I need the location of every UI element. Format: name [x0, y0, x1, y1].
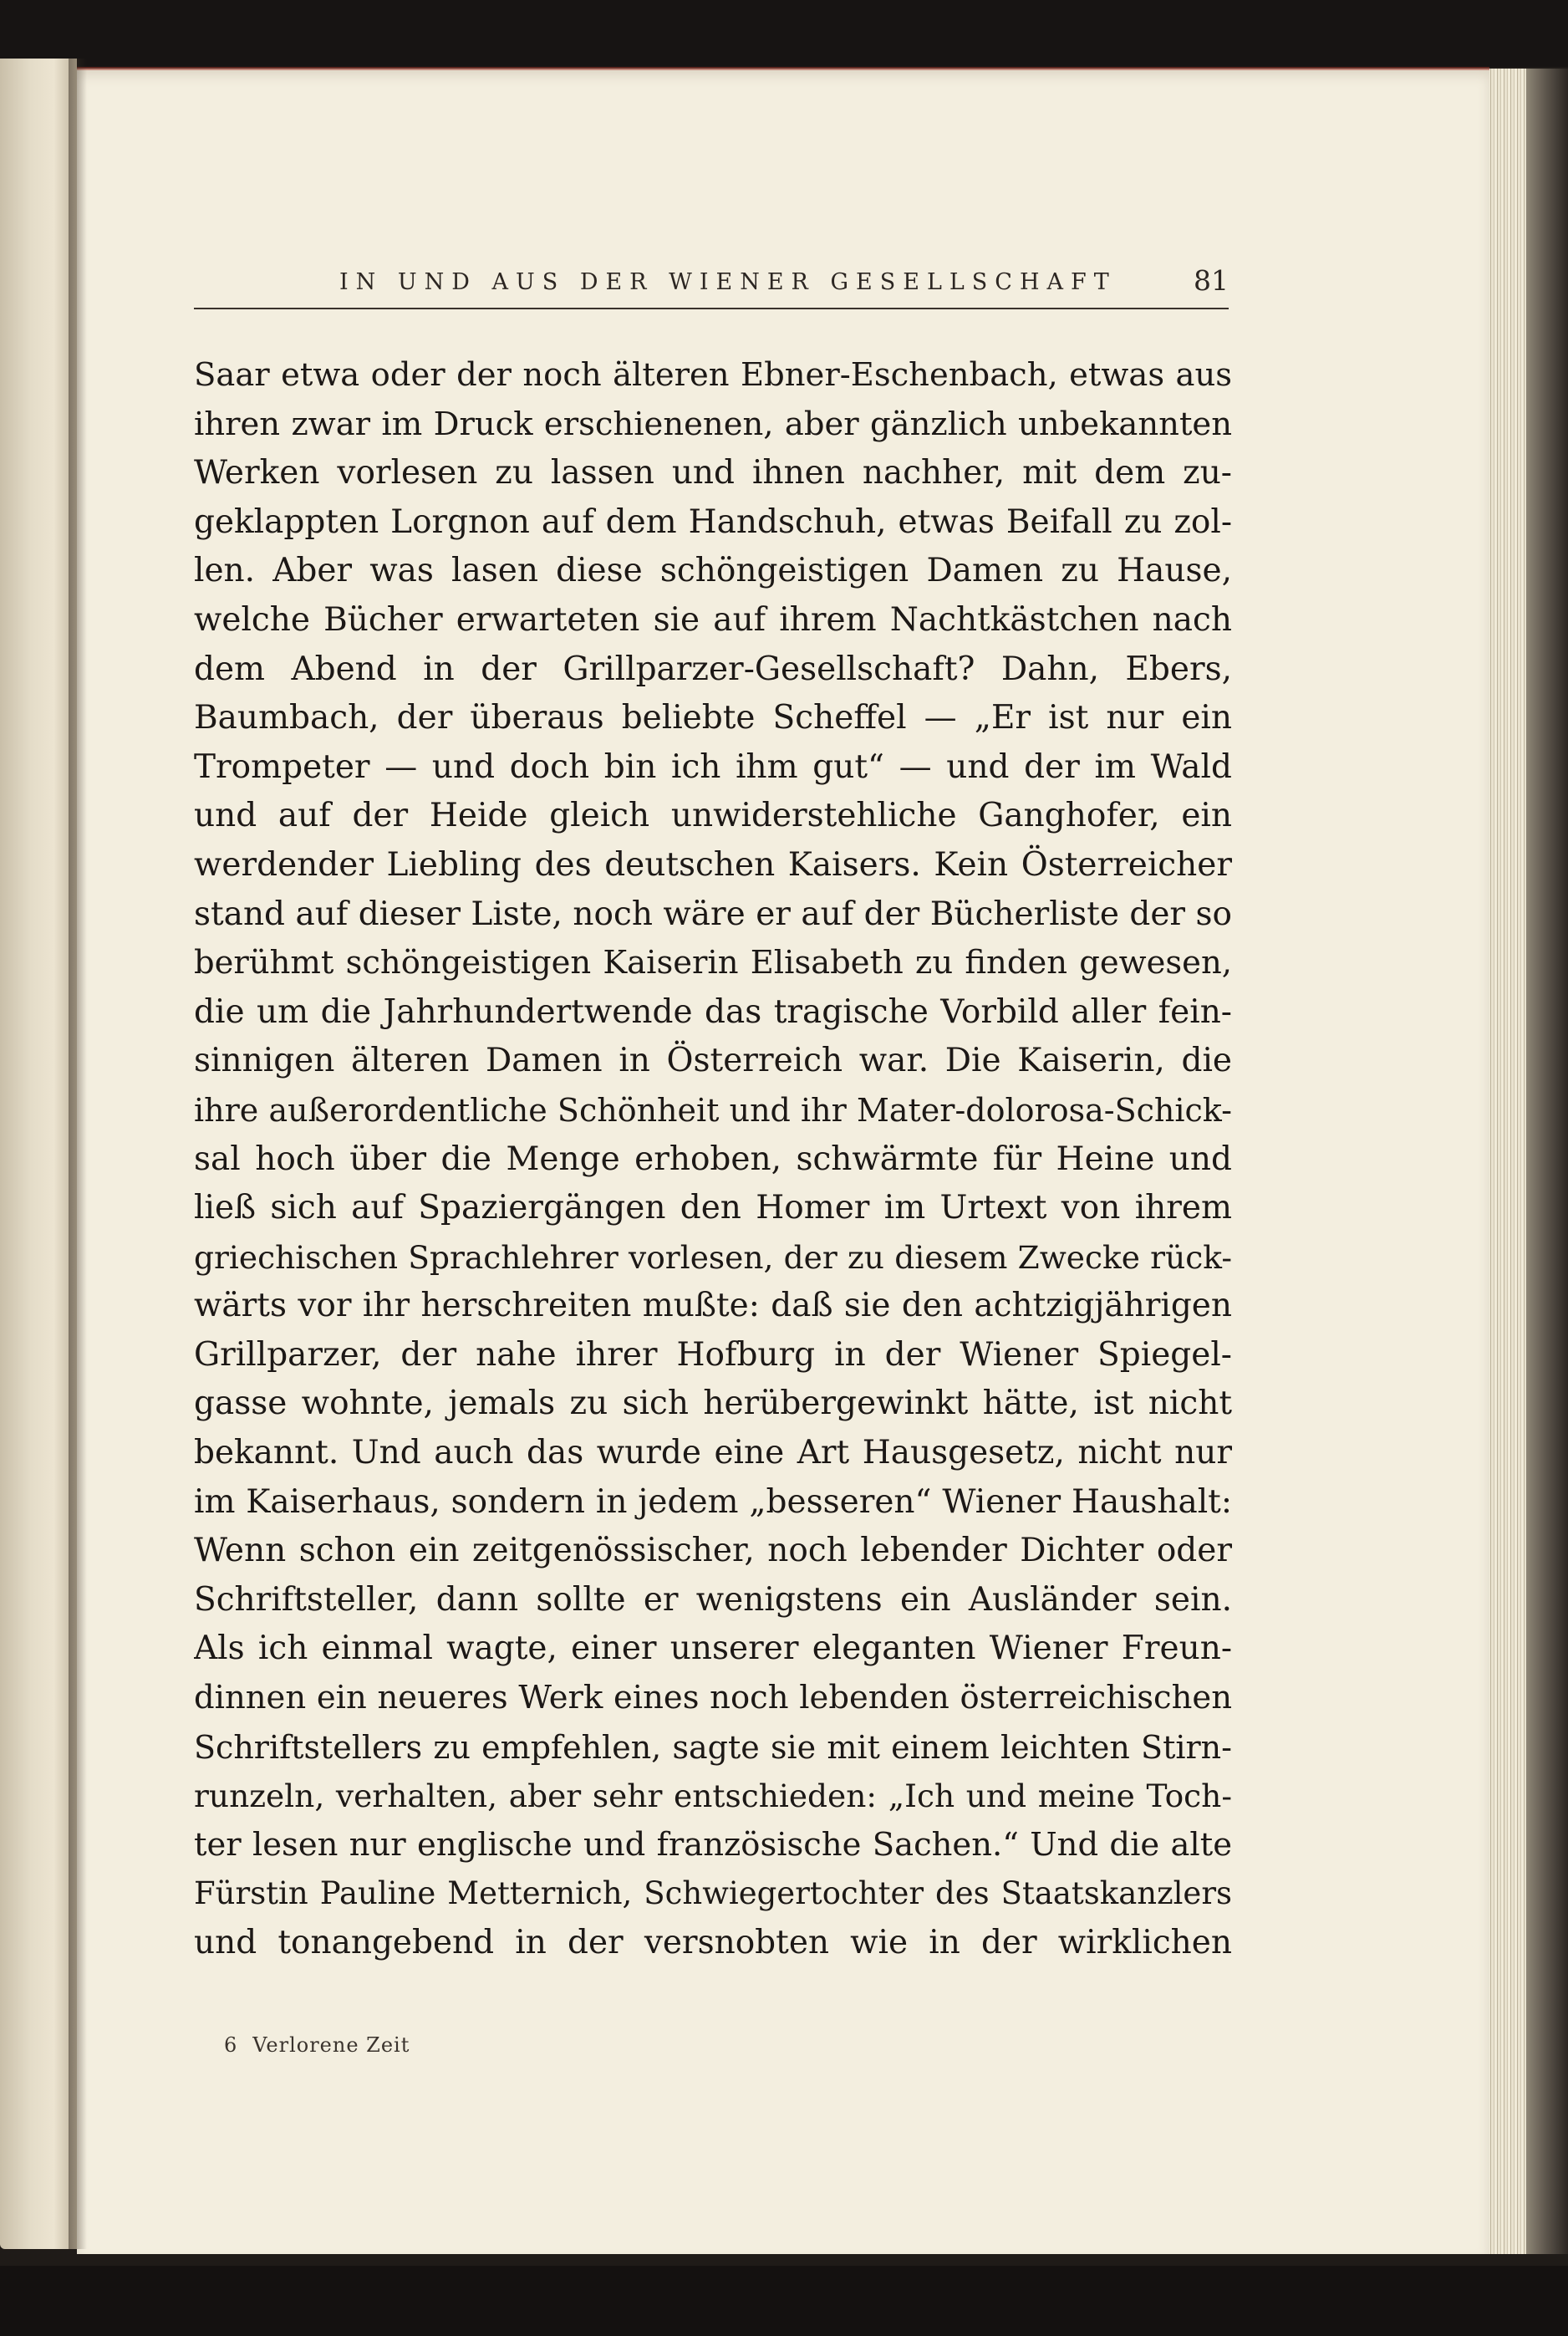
text-line: dinnen ein neueres Werk eines noch lebenden österreichischen [194, 1679, 1232, 1717]
gutter-shadow [69, 59, 87, 2249]
text-line: werdender Liebling des deutschen Kaisers. Kein Österreicher [194, 845, 1232, 884]
scan-background-bottom [0, 2266, 1568, 2336]
page-number: 81 [1194, 264, 1229, 297]
text-line: gasse wohnte, jemals zu sich herübergewinkt hätte, ist nicht [194, 1385, 1232, 1423]
previous-page-edge [0, 59, 77, 2249]
text-line: len. Aber was lasen diese schöngeistigen Damen zu Hause, [194, 552, 1232, 590]
text-line: Baumbach, der überaus beliebte Scheffel — „Er ist nur ein [194, 699, 1232, 737]
header-rule [194, 308, 1229, 309]
text-line: die um die Jahrhundertwende das tragische Vorbild aller fein- [194, 992, 1232, 1031]
text-line: ließ sich auf Spaziergängen den Homer im Urtext von ihrem [194, 1189, 1232, 1227]
text-line: Als ich einmal wagte, einer unserer eleganten Wiener Freun- [194, 1630, 1232, 1668]
body-text [194, 351, 1232, 1968]
text-line: sal hoch über die Menge erhoben, schwärmte für Heine und [194, 1140, 1232, 1178]
text-line: berühmt schöngeistigen Kaiserin Elisabeth zu finden gewesen, [194, 944, 1232, 982]
page-top-edge [77, 67, 1489, 70]
text-line: runzeln, verhalten, aber sehr entschieden: „Ich und meine Toch- [194, 1778, 1232, 1815]
text-line: sinnigen älteren Damen in Österreich war. Die Kaiserin, die [194, 1042, 1232, 1080]
text-line: griechischen Sprachlehrer vorlesen, der zu diesem Zwecke rück- [194, 1238, 1232, 1276]
text-line: Fürstin Pauline Metternich, Schwiegertochter des Staatskanzlers [194, 1875, 1232, 1912]
text-line: Schriftstellers zu empfehlen, sagte sie mit einem leichten Stirn- [194, 1728, 1232, 1766]
text-line: Saar etwa oder der noch älteren Ebner-Eschenbach, etwas aus [194, 356, 1232, 394]
text-line: bekannt. Und auch das wurde eine Art Hausgesetz, nicht nur [194, 1434, 1232, 1472]
printer-signature [224, 2033, 410, 2057]
scan-background-top [0, 0, 1568, 67]
text-line: stand auf dieser Liste, noch wäre er auf der Bücherliste der so [194, 895, 1232, 933]
text-line: ter lesen nur englische und französische Sachen.“ Und die alte [194, 1825, 1232, 1864]
text-line: im Kaiserhaus, sondern in jedem „besseren“ Wiener Haushalt: [194, 1482, 1232, 1521]
text-line: ihre außerordentliche Schönheit und ihr Mater-dolorosa-Schick- [194, 1091, 1232, 1129]
signature-title: Verlorene Zeit [252, 2033, 410, 2057]
text-line: ihren zwar im Druck erschienenen, aber gänzlich unbekannten [194, 405, 1232, 443]
text-line: Wenn schon ein zeitgenössischer, noch lebender Dichter oder [194, 1532, 1232, 1570]
text-line: Werken vorlesen zu lassen und ihnen nachher, mit dem zu- [194, 454, 1232, 492]
running-head-title: IN UND AUS DER WIENER GESELLSCHAFT [339, 269, 1117, 295]
text-line: dem Abend in der Grillparzer-Gesellschaft? Dahn, Ebers, [194, 650, 1232, 688]
text-line: Grillparzer, der nahe ihrer Hofburg in der Wiener Spiegel- [194, 1335, 1232, 1374]
running-head [194, 266, 1229, 306]
text-line: Trompeter — und doch bin ich ihm gut“ — und der im Wald [194, 747, 1232, 786]
text-line: geklappten Lorgnon auf dem Handschuh, etwas Beifall zu zol- [194, 502, 1232, 541]
text-line: welche Bücher erwarteten sie auf ihrem Nachtkästchen nach [194, 600, 1232, 639]
text-line: und tonangebend in der versnobten wie in der wirklichen [194, 1924, 1232, 1961]
book-spine-edge [1526, 69, 1568, 2254]
text-line: und auf der Heide gleich unwiderstehliche Ganghofer, ein [194, 797, 1232, 835]
text-line: Schriftsteller, dann sollte er wenigstens ein Ausländer sein. [194, 1580, 1232, 1619]
text-line: wärts vor ihr herschreiten mußte: daß sie den achtzigjährigen [194, 1287, 1232, 1325]
signature-number: 6 [224, 2033, 238, 2057]
